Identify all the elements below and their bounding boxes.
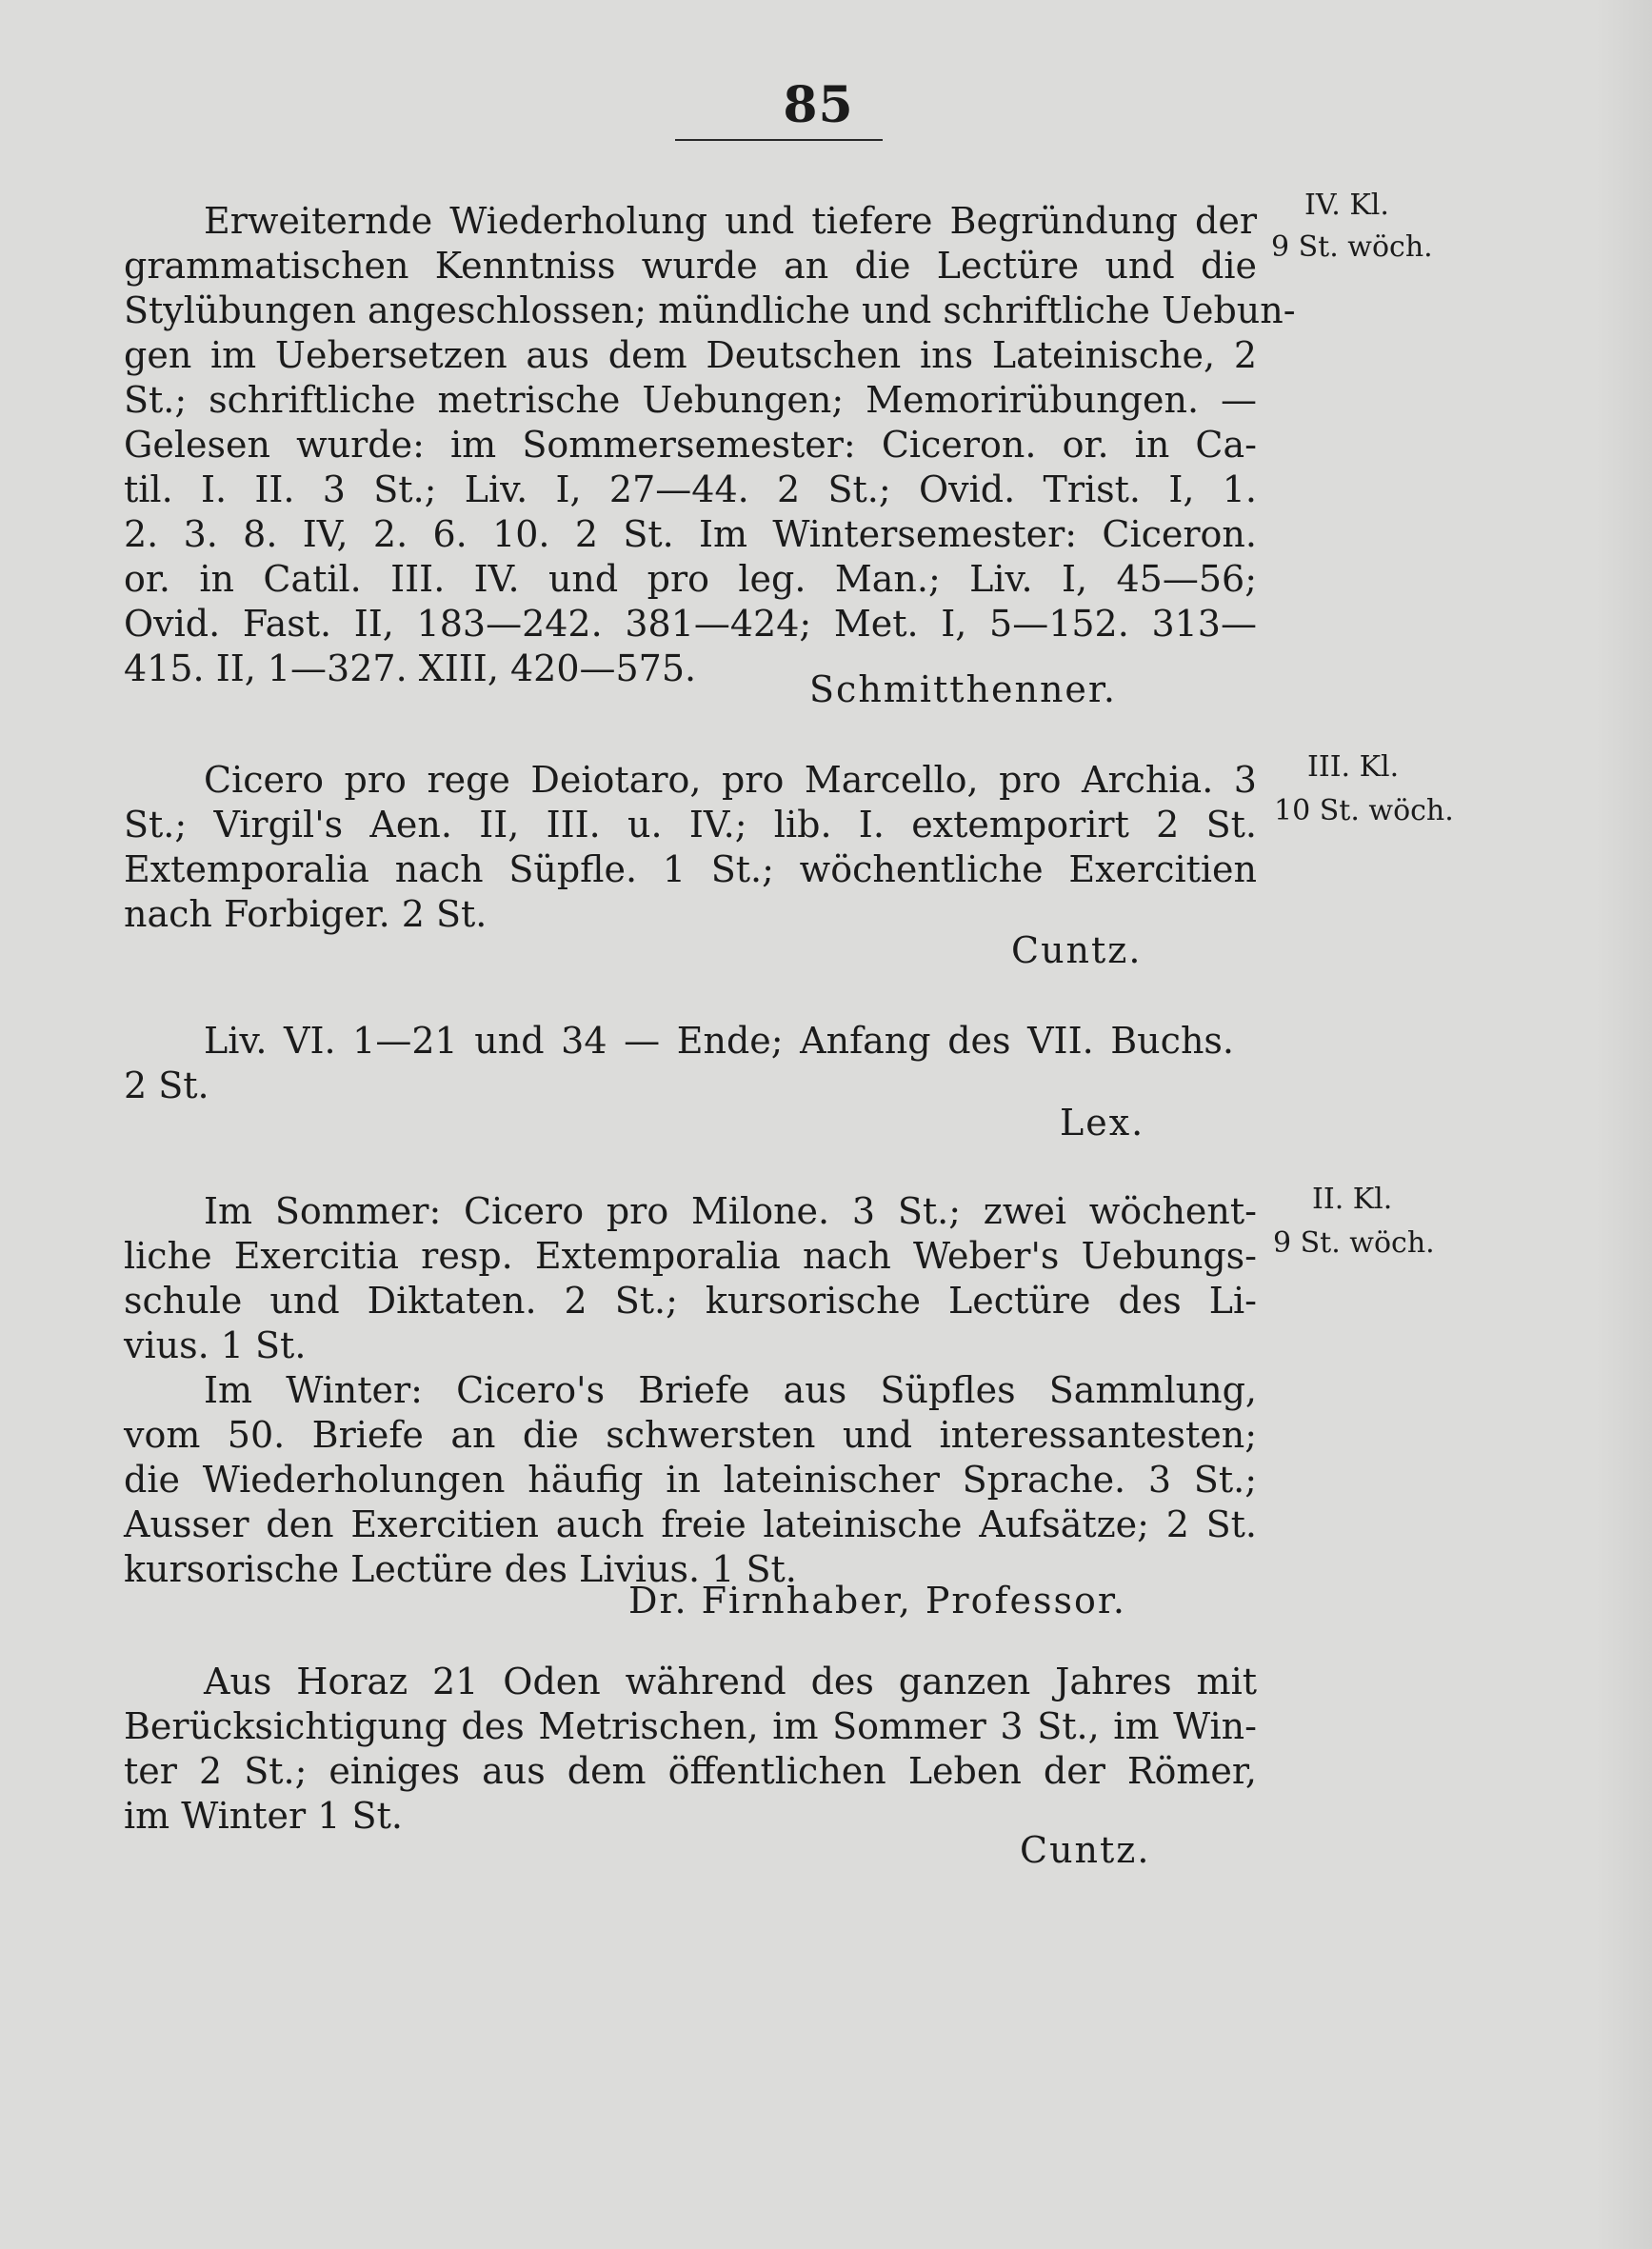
margin-hours-label: 10 St. wöch.	[1274, 794, 1454, 827]
text-line: Liv. VI. 1—21 und 34 — Ende; Anfang des VII. Buchs.	[204, 1020, 1234, 1062]
page-number-rule	[675, 139, 883, 141]
margin-class-label: III. Kl.	[1307, 750, 1400, 784]
text-line: Erweiternde Wiederholung und tiefere Begründung der	[204, 200, 1257, 242]
text-line: Aus Horaz 21 Oden während des ganzen Jahres mit	[204, 1661, 1257, 1702]
text-line: nach Forbiger. 2 St.	[124, 893, 488, 935]
text-line: grammatischen Kenntniss wurde an die Lectüre und die	[124, 245, 1257, 287]
text-line: kursorische Lectüre des Livius. 1 St.	[124, 1548, 797, 1590]
page-edge-shadow	[1595, 0, 1652, 2249]
text-line: Ovid. Fast. II, 183—242. 381—424; Met. I, 5—152. 313—	[124, 603, 1257, 645]
text-line: schule und Diktaten. 2 St.; kursorische Lectüre des Li-	[124, 1280, 1257, 1322]
text-line: Ausser den Exercitien auch freie lateinische Aufsätze; 2 St.	[124, 1503, 1257, 1545]
text-line: Extemporalia nach Süpfle. 1 St.; wöchentliche Exercitien	[124, 848, 1257, 890]
text-line: 2. 3. 8. IV, 2. 6. 10. 2 St. Im Wintersemester: Ciceron.	[124, 513, 1257, 555]
text-line: ter 2 St.; einiges aus dem öffentlichen Leben der Römer,	[124, 1750, 1257, 1792]
text-line: Im Sommer: Cicero pro Milone. 3 St.; zwei wöchent-	[204, 1190, 1257, 1232]
text-line: vom 50. Briefe an die schwersten und interessantesten;	[124, 1414, 1257, 1456]
text-line: 2 St.	[124, 1065, 209, 1106]
text-line: im Winter 1 St.	[124, 1795, 403, 1837]
page-number: 85	[783, 76, 854, 134]
margin-class-label: IV. Kl.	[1304, 189, 1389, 222]
text-line: St.; Virgil's Aen. II, III. u. IV.; lib. I. extemporirt 2 St.	[124, 804, 1257, 846]
margin-class-label: II. Kl.	[1312, 1183, 1393, 1216]
text-line: Berücksichtigung des Metrischen, im Sommer 3 St., im Win-	[124, 1705, 1257, 1747]
margin-hours-label: 9 St. wöch.	[1271, 230, 1433, 264]
text-line: til. I. II. 3 St.; Liv. I, 27—44. 2 St.; Ovid. Trist. I, 1.	[124, 468, 1257, 510]
author-signature: Lex.	[1060, 1102, 1145, 1144]
author-signature: Cuntz.	[1011, 929, 1143, 971]
author-signature: Schmitthenner.	[809, 668, 1117, 710]
text-line: 415. II, 1—327. XIII, 420—575.	[124, 647, 697, 689]
text-line: Gelesen wurde: im Sommersemester: Ciceron. or. in Ca-	[124, 424, 1257, 466]
author-signature: Cuntz.	[1020, 1829, 1151, 1871]
author-signature: Dr. Firnhaber, Professor.	[628, 1580, 1126, 1622]
text-line: Im Winter: Cicero's Briefe aus Süpfles Sammlung,	[204, 1369, 1257, 1411]
text-line: Stylübungen angeschlossen; mündliche und schriftliche Uebun-	[124, 289, 1296, 331]
text-line: or. in Catil. III. IV. und pro leg. Man.; Liv. I, 45—56;	[124, 558, 1257, 600]
text-line: die Wiederholungen häufig in lateinischer Sprache. 3 St.;	[124, 1459, 1257, 1501]
margin-hours-label: 9 St. wöch.	[1273, 1226, 1435, 1260]
text-line: vius. 1 St.	[124, 1324, 307, 1366]
text-line: Cicero pro rege Deiotaro, pro Marcello, pro Archia. 3	[204, 759, 1257, 801]
text-line: liche Exercitia resp. Extemporalia nach Weber's Uebungs-	[124, 1235, 1257, 1277]
text-line: St.; schriftliche metrische Uebungen; Memorirübungen. —	[124, 379, 1257, 421]
text-line: gen im Uebersetzen aus dem Deutschen ins Lateinische, 2	[124, 334, 1257, 376]
